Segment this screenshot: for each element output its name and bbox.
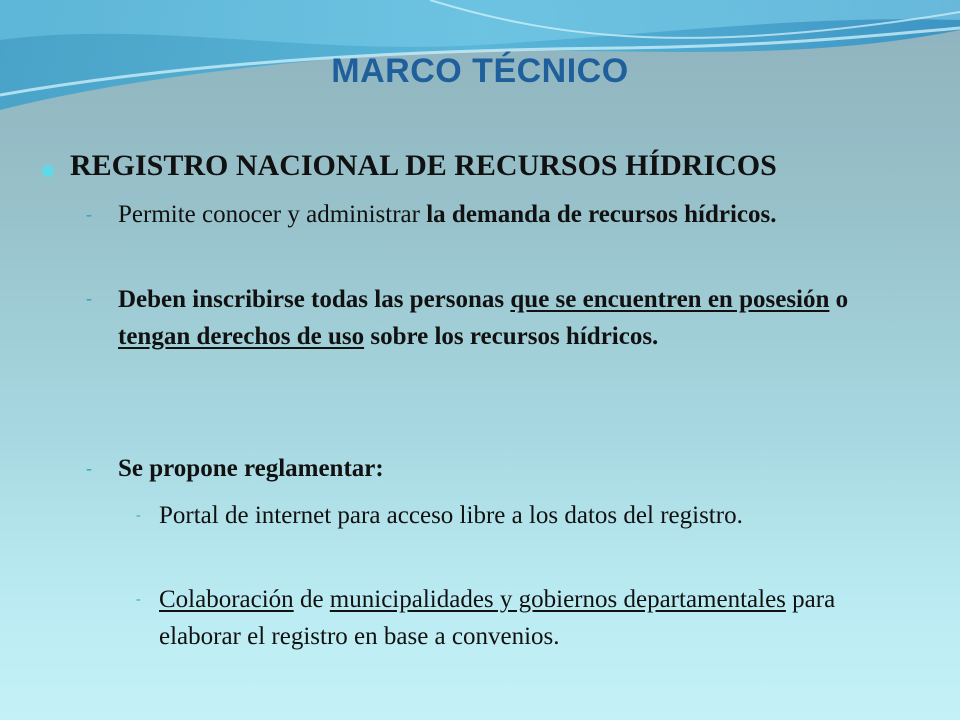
sub2-d: para elaborar el registro en base a convenios. <box>159 586 836 650</box>
item2-d: tengan derechos de uso <box>118 323 365 350</box>
sub2-b: de <box>293 586 330 613</box>
item2-a: Deben inscribirse todas las personas <box>118 286 511 313</box>
dash-icon: - <box>86 288 92 308</box>
item1-bold: la demanda de recursos hídricos. <box>426 201 777 228</box>
slide-title: MARCO TÉCNICO <box>331 52 629 90</box>
item2-e: sobre los recursos hídricos. <box>364 323 659 350</box>
sub-item-1: Portal de internet para acceso libre a los datos del registro. <box>159 502 743 529</box>
bullet-dot-icon <box>42 165 54 177</box>
item2-c: o <box>829 286 849 313</box>
sub2-a: Colaboración <box>159 586 294 613</box>
item2-b: que se encuentren en posesión <box>510 286 830 313</box>
section-heading: REGISTRO NACIONAL DE RECURSOS HÍDRICOS <box>70 149 777 182</box>
dash-icon: - <box>136 508 141 523</box>
sub-item-2 <box>159 581 909 655</box>
bullet-item-3: Se propone reglamentar: <box>118 455 384 482</box>
sub2-c: municipalidades y gobiernos departamentales <box>329 586 786 613</box>
dash-icon: - <box>86 204 92 224</box>
bullet-item-2 <box>118 281 908 355</box>
dash-icon: - <box>86 458 92 478</box>
bullet-item-1 <box>118 196 908 233</box>
dash-icon: - <box>136 592 141 607</box>
item1-text: Permite conocer y administrar <box>118 201 427 228</box>
